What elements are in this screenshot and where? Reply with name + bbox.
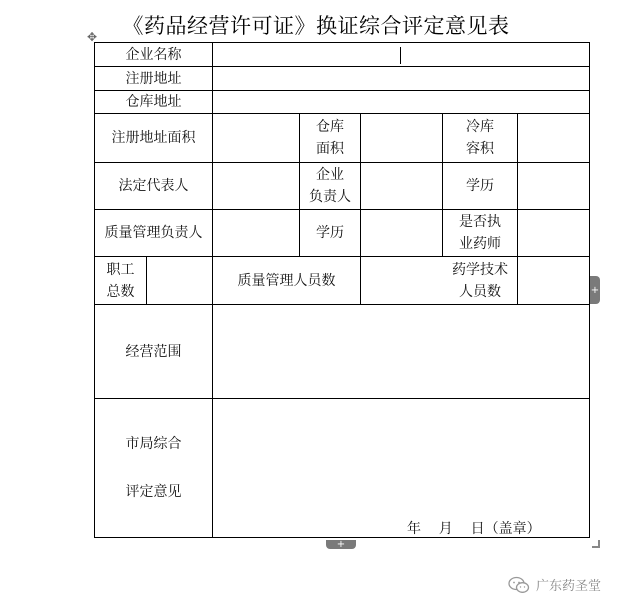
- label-cold-storage-line2: 容积: [466, 141, 494, 157]
- label-quality-head: 质量管理负责人: [104, 225, 203, 241]
- label-licensed-pharmacist-line1: 是否执: [459, 214, 501, 230]
- input-company-name[interactable]: [213, 43, 589, 66]
- label-quality-staff-count: 质量管理人员数: [237, 272, 336, 289]
- label-licensed-pharmacist-line2: 业药师: [459, 236, 501, 252]
- evaluation-table: [94, 42, 590, 538]
- label-company-head-line2: 负责人: [309, 189, 351, 205]
- label-business-scope: 经营范围: [125, 343, 182, 360]
- watermark-text: 广东药圣堂: [536, 579, 602, 594]
- label-warehouse-address: 仓库地址: [125, 94, 182, 110]
- add-column-button[interactable]: +: [326, 540, 356, 549]
- input-warehouse-area[interactable]: [361, 114, 442, 162]
- input-staff-total[interactable]: [147, 257, 212, 304]
- input-bureau-opinion[interactable]: [213, 399, 589, 537]
- input-cold-storage[interactable]: [518, 114, 589, 162]
- input-registered-area[interactable]: [213, 114, 299, 162]
- table-resize-handle[interactable]: [592, 540, 600, 548]
- label-licensed-pharmacist: [443, 210, 517, 256]
- input-legal-rep[interactable]: [213, 163, 299, 209]
- label-cold-storage: [443, 114, 517, 162]
- label-staff-total: [95, 257, 146, 304]
- table-move-icon[interactable]: ✥: [86, 30, 98, 44]
- text-cursor: [400, 47, 401, 64]
- date-stamp-line: 年 月 日（盖章）: [407, 521, 541, 537]
- label-warehouse-area: [300, 114, 360, 162]
- input-warehouse-address[interactable]: [213, 91, 589, 113]
- label-bureau-opinion: [95, 399, 212, 537]
- label-company-name: 企业名称: [125, 46, 182, 63]
- label-registered-address: 注册地址: [125, 70, 182, 87]
- form-title: 《药品经营许可证》换证综合评定意见表: [122, 14, 510, 38]
- input-licensed-pharmacist[interactable]: [518, 210, 589, 256]
- label-warehouse-area-line2: 面积: [316, 141, 344, 157]
- label-company-head: [300, 163, 360, 209]
- input-pharma-tech[interactable]: [518, 257, 589, 304]
- label-pharma-tech: [443, 257, 517, 304]
- label-staff-total-line2: 总数: [106, 283, 135, 300]
- watermark: [508, 575, 601, 594]
- input-registered-address[interactable]: [213, 67, 589, 90]
- label-staff-total-line1: 职工: [106, 261, 135, 278]
- label-registered-area: 注册地址面积: [111, 130, 196, 146]
- input-education-2[interactable]: [361, 210, 442, 256]
- label-legal-rep: 法定代表人: [118, 178, 189, 194]
- input-quality-head[interactable]: [213, 210, 299, 256]
- label-pharma-tech-line2: 人员数: [459, 283, 501, 300]
- wechat-icon: [508, 576, 530, 594]
- label-cold-storage-line1: 冷库: [466, 119, 494, 135]
- label-pharma-tech-line1: 药学技术: [452, 261, 508, 278]
- label-education-2: 学历: [316, 225, 344, 241]
- add-row-button[interactable]: +: [590, 276, 600, 304]
- label-bureau-opinion-line2: 评定意见: [125, 484, 182, 500]
- input-business-scope[interactable]: [213, 305, 589, 398]
- label-bureau-opinion-line1: 市局综合: [125, 436, 182, 452]
- label-education-1: 学历: [466, 178, 494, 194]
- input-company-head[interactable]: [361, 163, 442, 209]
- input-education-1[interactable]: [518, 163, 589, 209]
- label-company-head-line1: 企业: [316, 167, 344, 183]
- label-warehouse-area-line1: 仓库: [316, 119, 344, 135]
